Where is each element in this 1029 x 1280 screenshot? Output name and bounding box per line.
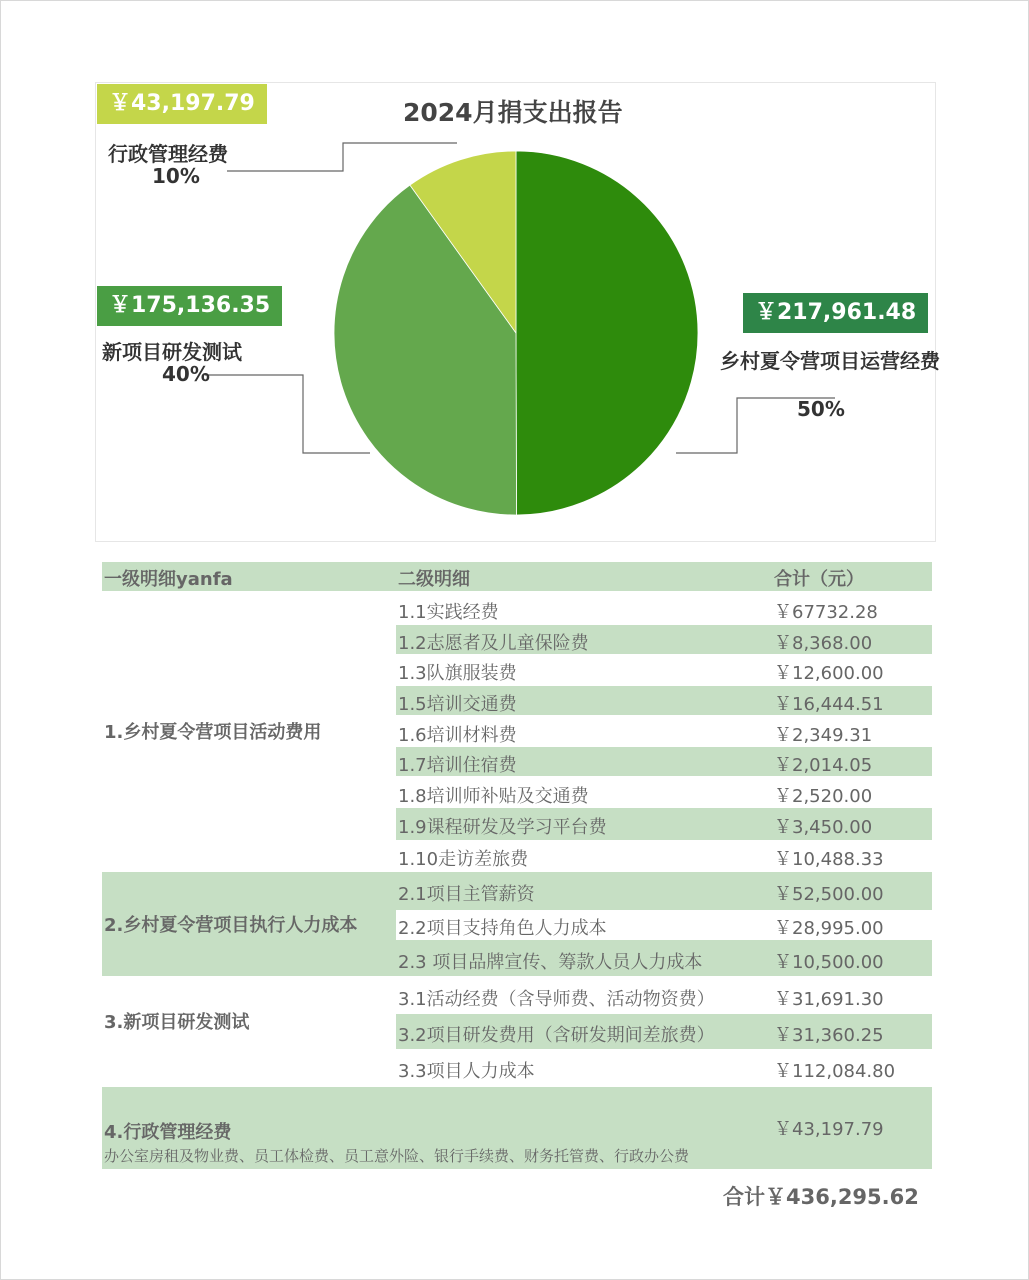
- table-row-item: 1.9课程研发及学习平台费: [398, 817, 607, 838]
- table-row-amount: ￥52,500.00: [774, 884, 884, 905]
- slice-3-value-label: ￥43,197.79: [97, 84, 267, 124]
- table-row-item: 2.3 项目品牌宣传、筹款人员人力成本: [398, 952, 703, 973]
- table-row-amount: ￥112,084.80: [774, 1061, 896, 1082]
- table-row-item: 1.2志愿者及儿童保险费: [398, 633, 589, 654]
- table-row-item: 1.6培训材料费: [398, 725, 517, 746]
- table-row-amount: ￥67732.28: [774, 602, 878, 623]
- grand-total: 合计￥436,295.62: [723, 1185, 919, 1209]
- table-header-cell: 合计（元）: [774, 569, 864, 590]
- table-header-cell: 二级明细: [398, 569, 470, 590]
- table-row-amount: ￥2,014.05: [774, 755, 873, 776]
- table-row-amount: ￥16,444.51: [774, 694, 884, 715]
- chart-title: 2024月捐支出报告: [403, 98, 623, 127]
- pie-slice-1: [516, 151, 698, 515]
- table-row-amount: ￥10,500.00: [774, 952, 884, 973]
- table-row-item: 3.1活动经费（含导师费、活动物资费）: [398, 989, 715, 1010]
- group-amount: ￥43,197.79: [774, 1119, 884, 1140]
- table-row-amount: ￥3,450.00: [774, 817, 873, 838]
- table-row-item: 1.1实践经费: [398, 602, 499, 623]
- table-row-amount: ￥12,600.00: [774, 663, 884, 684]
- table-row-item: 3.2项目研发费用（含研发期间差旅费）: [398, 1025, 715, 1046]
- table-row-item: 1.3队旗服装费: [398, 663, 517, 684]
- table-row-item: 1.7培训住宿费: [398, 755, 517, 776]
- table-row-item: 1.10走访差旅费: [398, 849, 529, 870]
- leader-line-slice-3: [227, 143, 457, 171]
- table-row-amount: ￥31,360.25: [774, 1025, 884, 1046]
- slice-1-percent-label: 50%: [797, 397, 845, 421]
- table-row-amount: ￥8,368.00: [774, 633, 873, 654]
- group-label: 4.行政管理经费: [104, 1122, 232, 1143]
- slice-2-name-label: 新项目研发测试: [102, 340, 242, 364]
- table-row-amount: ￥2,520.00: [774, 786, 873, 807]
- table-row-amount: ￥2,349.31: [774, 725, 873, 746]
- table-row-item: 2.2项目支持角色人力成本: [398, 918, 607, 939]
- table-row-amount: ￥28,995.00: [774, 918, 884, 939]
- slice-3-name-label: 行政管理经费: [108, 142, 228, 166]
- table-row-amount: ￥31,691.30: [774, 989, 884, 1010]
- slice-2-value-label: ￥175,136.35: [97, 286, 282, 326]
- table-row-item: 3.3项目人力成本: [398, 1061, 535, 1082]
- table-row-amount: ￥10,488.33: [774, 849, 884, 870]
- table-header-cell: 一级明细yanfa: [104, 569, 233, 590]
- slice-1-name-label: 乡村夏令营项目运营经费: [720, 349, 940, 373]
- table-row-item: 1.8培训师补贴及交通费: [398, 786, 589, 807]
- group-label: 1.乡村夏令营项目活动费用: [104, 722, 322, 743]
- slice-1-value-label: ￥217,961.48: [743, 293, 928, 333]
- table-row-item: 1.5培训交通费: [398, 694, 517, 715]
- slice-2-percent-label: 40%: [162, 362, 210, 386]
- group-note: 办公室房租及物业费、员工体检费、员工意外险、银行手续费、财务托管费、行政办公费: [104, 1147, 690, 1165]
- table-row-item: 2.1项目主管薪资: [398, 884, 535, 905]
- slice-3-percent-label: 10%: [152, 164, 200, 188]
- group-label: 2.乡村夏令营项目执行人力成本: [104, 915, 358, 936]
- group-label: 3.新项目研发测试: [104, 1012, 250, 1033]
